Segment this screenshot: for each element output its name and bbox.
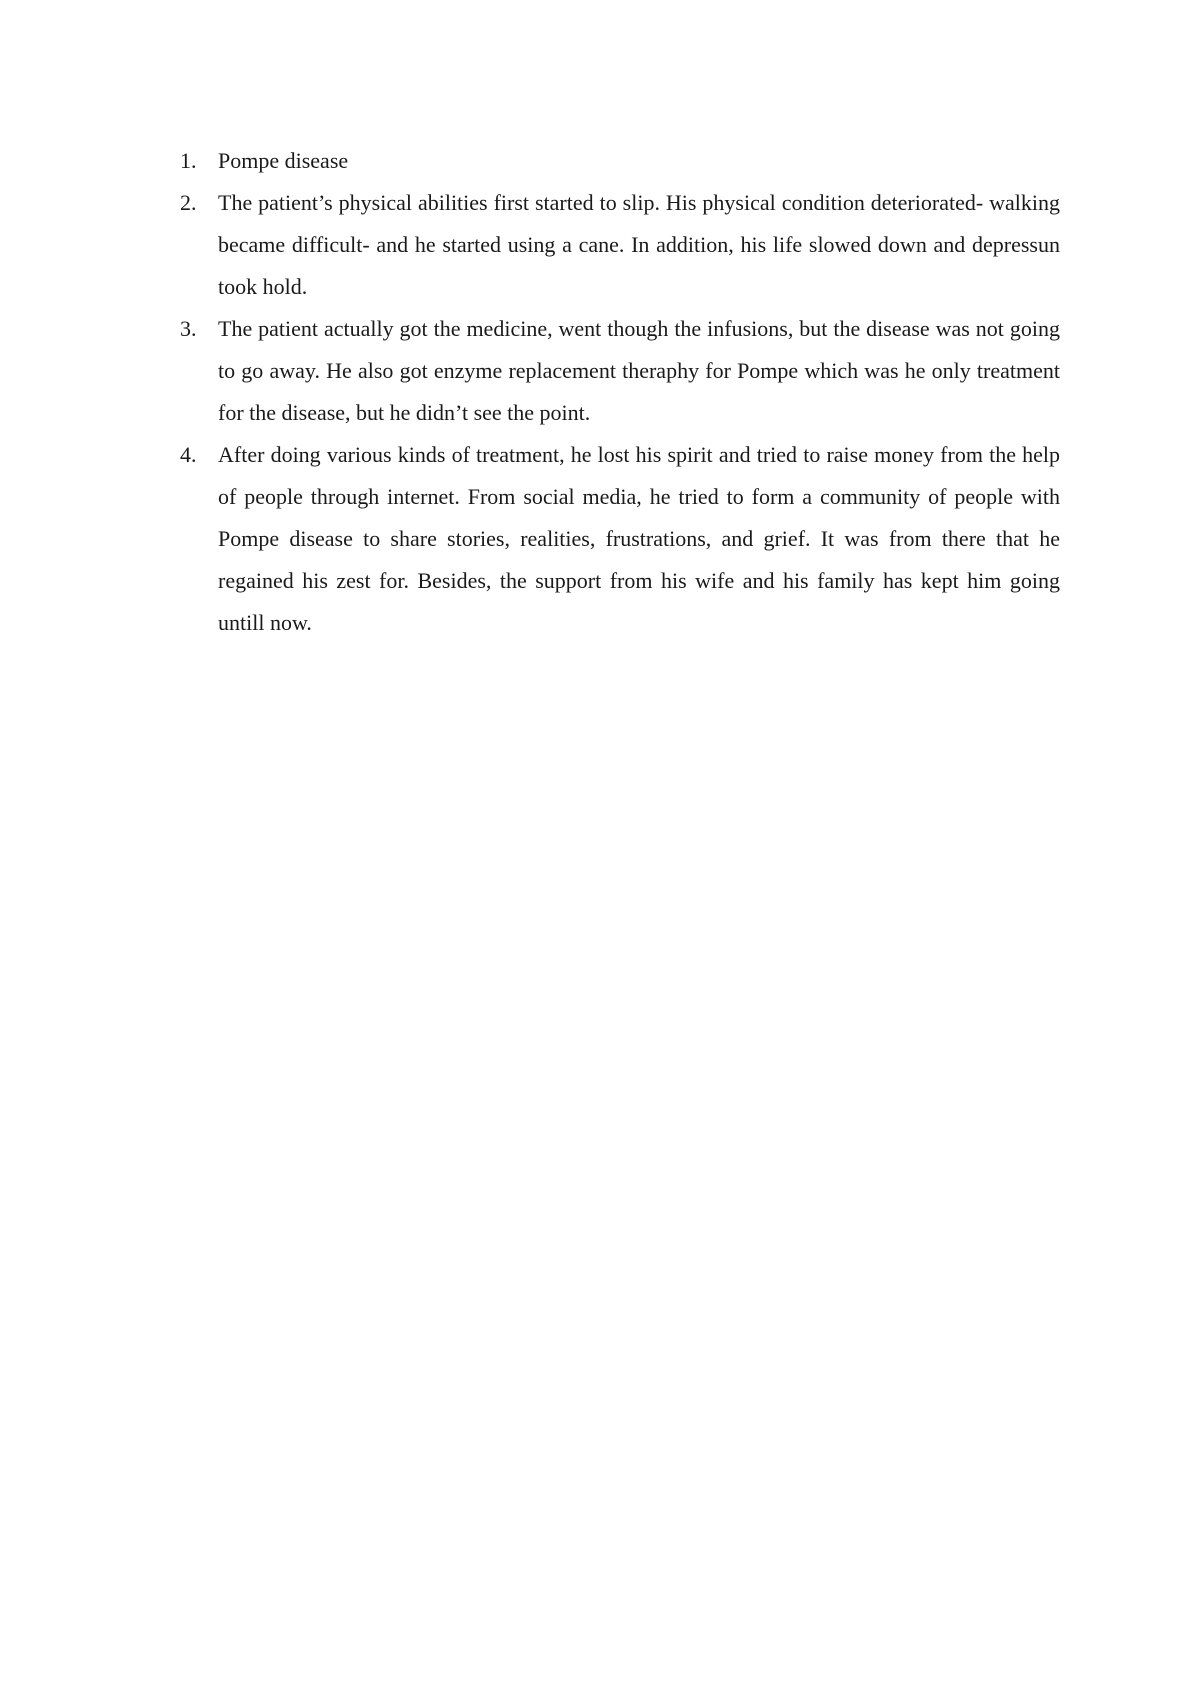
list-item-text: After doing various kinds of treatment, he lost his spirit and tried to raise money from the help of people through internet. From social media, he tried to form a community of people with Pompe disease to share stories, realities, frustrations, and grief. It was from there that he regained his zest for. Besides, the support from his wife and his family has kept him going untill now. [218, 442, 1060, 635]
list-item [180, 140, 1060, 182]
list-item [180, 182, 1060, 308]
list-item [180, 308, 1060, 434]
answer-list [180, 140, 1060, 644]
list-item-text: The patient actually got the medicine, went though the infusions, but the disease was not going to go away. He also got enzyme replacement theraphy for Pompe which was he only treatment for the disease, but he didn’t see the point. [218, 316, 1060, 425]
list-item-number: 4. [180, 442, 197, 467]
list-item-number: 2. [180, 190, 197, 215]
list-item-text: The patient’s physical abilities first started to slip. His physical condition deteriorated- walking became difficult- and he started using a cane. In addition, his life slowed down and depressun took hold. [218, 190, 1060, 299]
list-item-text: Pompe disease [218, 148, 349, 173]
list-item-number: 3. [180, 316, 197, 341]
list-item [180, 434, 1060, 644]
list-item-number: 1. [180, 148, 197, 173]
